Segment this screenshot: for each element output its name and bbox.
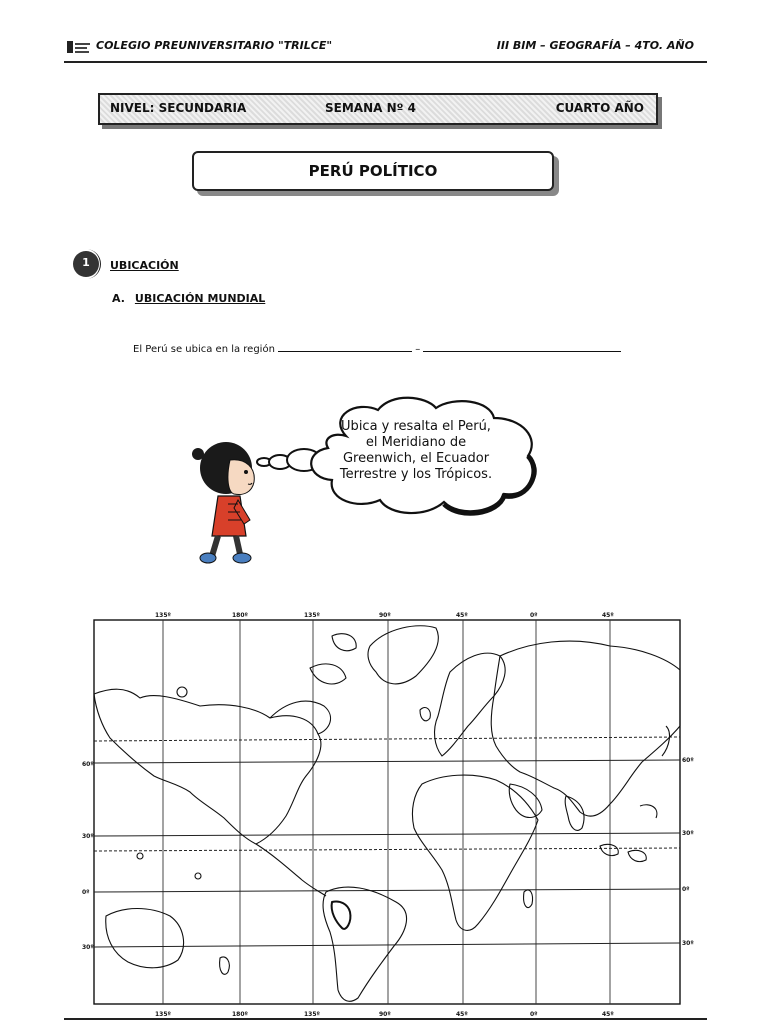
top-longitude-label: 45º [602,612,614,619]
left-latitude-label: 30º [82,944,94,951]
answer-blank-2[interactable] [423,341,621,352]
top-longitude-label: 0º [530,612,538,619]
bottom-longitude-label: 180º [232,1011,248,1018]
top-longitude-label: 45º [456,612,468,619]
subsection-title: UBICACIÓN MUNDIAL [134,292,266,305]
bottom-longitude-label: 90º [379,1011,391,1018]
section-number: 1 [82,256,90,269]
top-longitude-label: 135º [304,612,320,619]
bottom-longitude-label: 135º [304,1011,320,1018]
right-latitude-label: 30º [682,830,694,837]
header-divider [64,61,707,63]
bottom-longitude-label: 135º [155,1011,171,1018]
sentence-separator: – [415,344,421,355]
info-bar [98,93,658,125]
school-logo-icon [66,39,92,55]
left-latitude-label: 60º [82,761,94,768]
left-latitude-label: 0º [82,889,90,896]
sentence-prefix: El Perú se ubica en la región [133,344,275,355]
footer-divider [64,1018,707,1020]
bubble-instruction: Ubica y resalta el Perú, el Meridiano de Greenwich, el Ecuador Terrestre y los Trópicos. [339,419,493,482]
top-longitude-label: 135º [155,612,171,619]
girl-illustration-icon [188,438,268,568]
bottom-longitude-label: 45º [456,1011,468,1018]
right-latitude-label: 60º [682,757,694,764]
right-latitude-label: 0º [682,886,690,893]
page-title: PERÚ POLÍTICO [192,151,554,191]
year-label: CUARTO AÑO [555,101,644,115]
section-title: UBICACIÓN [110,259,179,272]
right-latitude-label: 30º [682,940,694,947]
answer-blank-1[interactable] [278,341,412,352]
week-label: SEMANA Nº 4 [325,101,416,115]
top-longitude-label: 180º [232,612,248,619]
school-name: COLEGIO PREUNIVERSITARIO "TRILCE" [96,39,333,52]
subsection-heading [112,292,265,305]
level-label: NIVEL: SECUNDARIA [110,101,247,115]
bottom-longitude-label: 45º [602,1011,614,1018]
top-longitude-label: 90º [379,612,391,619]
world-map [80,606,698,1020]
fill-in-sentence [133,341,621,355]
course-info: III BIM – GEOGRAFÍA – 4TO. AÑO [496,39,694,52]
page-header [66,36,706,58]
bottom-longitude-label: 0º [530,1011,538,1018]
subsection-letter: A. [112,292,125,305]
left-latitude-label: 30º [82,833,94,840]
